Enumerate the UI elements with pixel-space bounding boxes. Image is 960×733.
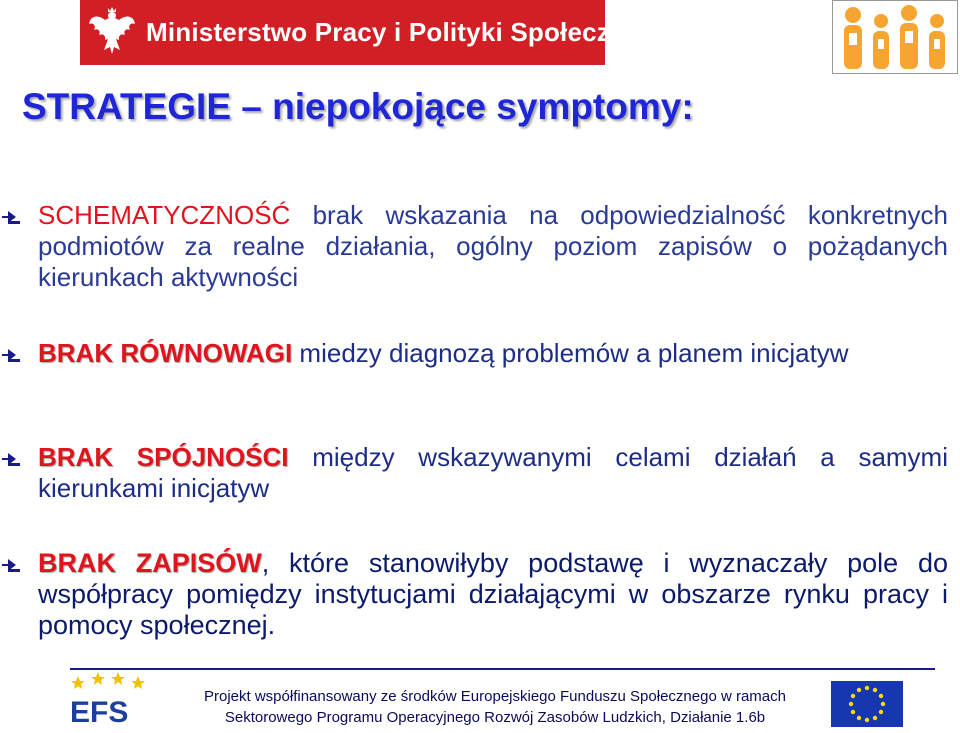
efs-logo-text: EFS [70,696,129,728]
ministry-banner [80,0,649,65]
bullet-text: , które stanowiłyby podstawę i wyznaczały pole do współpracy pomiędzy instytucjami działającymi w obszarze rynku pracy i pomocy społecznej. [38,548,948,640]
bullet-text: miedzy diagnozą problemów a planem inicjatyw [292,338,849,368]
bullet-text: między wskazywanymi celami działań a samymi kierunkami inicjatyw [38,442,948,503]
bullet-highlight: BRAK ZAPISÓW [38,548,262,578]
polish-eagle-icon [86,5,138,61]
bullet-arrow-icon [2,208,24,226]
footer-divider [70,668,935,670]
ministry-name: Ministerstwo Pracy i Polityki Społecznej [146,17,649,47]
bullet-highlight: BRAK RÓWNOWAGI [38,338,293,368]
footer-line-1: Projekt współfinansowany ze środków Europejskiego Funduszu Społecznego w ramach [204,688,786,705]
eu-flag-icon [831,681,903,727]
bullet-arrow-icon [2,556,24,574]
footer-line-2: Sektorowego Programu Operacyjnego Rozwój Zasobów Ludzkich, Działanie 1.6b [224,709,766,726]
bullet-highlight: SCHEMATYCZNOŚĆ [38,200,291,230]
bullet-arrow-icon [2,450,24,468]
orange-figures-logo [832,0,958,74]
bullet-text: brak wskazania na odpowiedzialność konkretnych podmiotów za realne działania, ogólny poziom zapisów o pożądanych kierunkach aktywności [38,200,948,292]
bullet-highlight: BRAK SPÓJNOŚCI [38,442,289,472]
slide-title: STRATEGIE – niepokojące symptomy: [22,86,694,127]
efs-logo [64,672,160,728]
footer-note [170,686,820,728]
bullet-arrow-icon [2,346,24,364]
